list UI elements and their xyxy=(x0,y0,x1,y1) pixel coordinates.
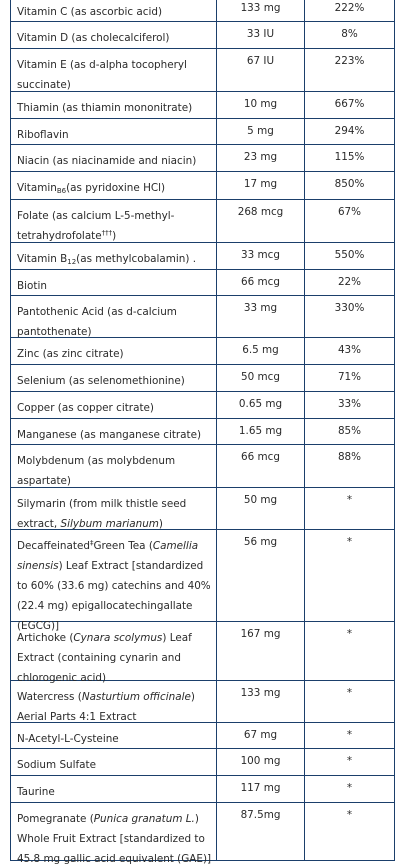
ingredient-name-part: Pomegranate ( xyxy=(17,813,94,825)
amount-per-serving: 50 mg xyxy=(243,494,278,506)
footnote-marker: ††† xyxy=(101,229,113,237)
ingredient-name xyxy=(17,540,211,632)
table-row xyxy=(10,365,395,392)
table-row xyxy=(10,445,395,488)
subscript-b6: B6 xyxy=(56,187,67,195)
amount-per-serving: 100 mg xyxy=(240,755,281,767)
ingredient-cell xyxy=(11,776,217,802)
table-row xyxy=(10,622,395,684)
table-row xyxy=(10,145,395,172)
daily-value: 294% xyxy=(334,125,365,137)
amount-per-serving: 50 mcg xyxy=(241,371,280,383)
subscript-12: 12 xyxy=(67,258,77,266)
amount-cell xyxy=(217,392,305,418)
amount-per-serving: 1.65 mg xyxy=(238,425,283,437)
ingredient-cell xyxy=(11,200,217,242)
daily-value: 85% xyxy=(337,425,362,437)
amount-cell xyxy=(217,270,305,295)
daily-value: 71% xyxy=(337,371,362,383)
amount-per-serving: 33 IU xyxy=(246,28,275,40)
ingredient-name: Thiamin (as thiamin mononitrate) xyxy=(17,102,193,114)
amount-cell xyxy=(217,530,305,621)
daily-value: * xyxy=(346,494,353,506)
amount-per-serving: 67 mg xyxy=(243,729,278,741)
ingredient-name-part: ) Leaf Extract [standardized to 60% (33.6 mg) catechins and 40% (22.4 mg) epigallocatechingallate (EGCG)] xyxy=(17,560,211,632)
ingredient-name: Riboflavin xyxy=(17,129,69,141)
ingredient-name: Niacin (as niacinamide and niacin) xyxy=(17,155,197,167)
daily-value: 850% xyxy=(334,178,365,190)
ingredient-cell xyxy=(11,392,217,418)
amount-per-serving: 66 mcg xyxy=(241,451,280,463)
table-row xyxy=(10,200,395,243)
botanical-name: Punica granatum L. xyxy=(93,813,195,825)
botanical-name: Silybum marianum xyxy=(60,518,159,530)
botanical-name: Nasturtium officinale xyxy=(81,691,191,703)
amount-per-serving: 167 mg xyxy=(240,628,281,640)
ingredient-cell xyxy=(11,145,217,171)
ingredient-cell xyxy=(11,22,217,48)
daily-value: 67% xyxy=(337,206,362,218)
daily-value: 33% xyxy=(337,398,362,410)
amount-per-serving: 117 mg xyxy=(240,782,281,794)
daily-value-cell xyxy=(305,488,394,529)
amount-per-serving: 6.5 mg xyxy=(242,344,279,356)
ingredient-name: Pantothenic Acid (as d-calcium pantothenate) xyxy=(17,306,177,338)
botanical-name: Cynara scolymus xyxy=(73,632,163,644)
table-row xyxy=(10,681,395,723)
table-row xyxy=(10,419,395,445)
amount-per-serving: 56 mg xyxy=(243,536,278,548)
daily-value: * xyxy=(346,628,353,640)
ingredient-cell xyxy=(11,723,217,748)
daily-value-cell xyxy=(305,445,394,487)
botanical-name: Camellia sinensis xyxy=(17,540,199,572)
daily-value: * xyxy=(346,729,353,741)
daily-value-cell xyxy=(305,145,394,171)
daily-value: 43% xyxy=(337,344,362,356)
ingredient-name-part: ) Whole Fruit Extract [standardized to 45.8 mg gallic acid equivalent (GAE)] xyxy=(17,813,212,865)
daily-value-cell xyxy=(305,365,394,391)
ingredient-name xyxy=(17,498,186,530)
ingredient-name xyxy=(17,813,211,865)
amount-per-serving: 10 mg xyxy=(243,98,278,110)
ingredient-name: Vitamin C (as ascorbic acid) xyxy=(17,6,163,18)
daily-value-cell xyxy=(305,749,394,775)
table-row xyxy=(10,488,395,530)
daily-value-cell xyxy=(305,49,394,91)
daily-value: 115% xyxy=(334,151,365,163)
daily-value-cell xyxy=(305,776,394,802)
ingredient-cell xyxy=(11,119,217,144)
daily-value-cell xyxy=(305,530,394,621)
amount-per-serving: 133 mg xyxy=(240,2,281,14)
amount-cell xyxy=(217,243,305,269)
table-row xyxy=(10,392,395,419)
table-row xyxy=(10,119,395,145)
amount-per-serving: 66 mcg xyxy=(241,276,280,288)
ingredient-name-part: Vitamin xyxy=(17,182,57,194)
ingredient-cell xyxy=(11,270,217,295)
ingredient-cell xyxy=(11,681,217,722)
ingredient-cell xyxy=(11,338,217,364)
ingredient-name-part: ) Aerial Parts 4:1 Extract xyxy=(17,691,195,723)
daily-value-cell xyxy=(305,338,394,364)
amount-cell xyxy=(217,22,305,48)
ingredient-name: N-Acetyl-L-Cysteine xyxy=(17,733,119,745)
amount-cell xyxy=(217,776,305,802)
table-row xyxy=(10,172,395,200)
daily-value-cell xyxy=(305,0,394,21)
table-row xyxy=(10,776,395,803)
daily-value-cell xyxy=(305,622,394,680)
ingredient-cell xyxy=(11,749,217,775)
ingredient-name-part: Vitamin B xyxy=(17,253,68,265)
ingredient-name xyxy=(17,632,192,684)
ingredient-cell xyxy=(11,445,217,487)
amount-cell xyxy=(217,92,305,118)
ingredient-name-part: Folate (as calcium L-5-methyl-tetrahydrofolate xyxy=(17,210,175,242)
amount-cell xyxy=(217,119,305,144)
daily-value: * xyxy=(346,687,353,699)
footnote-marker: ‡ xyxy=(89,539,94,547)
daily-value-cell xyxy=(305,119,394,144)
amount-cell xyxy=(217,681,305,722)
ingredient-name: Molybdenum (as molybdenum aspartate) xyxy=(17,455,176,487)
amount-cell xyxy=(217,622,305,680)
daily-value-cell xyxy=(305,243,394,269)
table-row xyxy=(10,338,395,365)
amount-cell xyxy=(217,419,305,444)
amount-cell xyxy=(217,365,305,391)
daily-value: * xyxy=(346,809,353,821)
table-row xyxy=(10,270,395,296)
ingredient-cell xyxy=(11,92,217,118)
ingredient-name: Vitamin D (as cholecalciferol) xyxy=(17,32,170,44)
amount-per-serving: 67 IU xyxy=(246,55,275,67)
table-row xyxy=(10,803,395,865)
ingredient-cell xyxy=(11,622,217,684)
amount-cell xyxy=(217,445,305,487)
ingredient-cell xyxy=(11,488,217,529)
ingredient-name: Biotin xyxy=(17,280,47,292)
amount-per-serving: 133 mg xyxy=(240,687,281,699)
ingredient-name-part: Green Tea ( xyxy=(93,540,153,552)
amount-cell xyxy=(217,488,305,529)
ingredient-name: Manganese (as manganese citrate) xyxy=(17,429,202,441)
amount-cell xyxy=(217,803,305,860)
amount-cell xyxy=(217,200,305,242)
amount-per-serving: 0.65 mg xyxy=(238,398,283,410)
ingredient-name: Copper (as copper citrate) xyxy=(17,402,154,414)
daily-value: 550% xyxy=(334,249,365,261)
ingredient-name-part: Artichoke ( xyxy=(17,632,74,644)
daily-value-cell xyxy=(305,172,394,199)
daily-value-cell xyxy=(305,681,394,722)
amount-per-serving: 33 mcg xyxy=(241,249,280,261)
ingredient-cell xyxy=(11,803,217,865)
amount-per-serving: 33 mg xyxy=(243,302,278,314)
ingredient-name-part: Silymarin (from milk thistle seed extract, xyxy=(17,498,187,530)
ingredient-name-part: ) Leaf Extract (containing cynarin and chlorogenic acid) xyxy=(17,632,192,684)
daily-value-cell xyxy=(305,200,394,242)
ingredient-cell xyxy=(11,49,217,91)
ingredient-name-part: ) xyxy=(158,518,163,530)
ingredient-name: Vitamin E (as d-alpha tocopheryl succinate) xyxy=(17,59,187,91)
daily-value: 8% xyxy=(341,28,358,40)
daily-value: * xyxy=(346,536,353,548)
ingredient-name: Sodium Sulfate xyxy=(17,759,97,771)
amount-cell xyxy=(217,749,305,775)
amount-cell xyxy=(217,49,305,91)
daily-value: * xyxy=(346,755,353,767)
ingredient-cell xyxy=(11,365,217,391)
table-row xyxy=(10,49,395,92)
ingredient-cell xyxy=(11,172,217,199)
daily-value-cell xyxy=(305,92,394,118)
ingredient-name: Zinc (as zinc citrate) xyxy=(17,348,124,360)
amount-cell xyxy=(217,145,305,171)
amount-cell xyxy=(217,723,305,748)
ingredient-name-part: Decaffeinated xyxy=(17,540,90,552)
daily-value: 330% xyxy=(334,302,365,314)
table-row xyxy=(10,92,395,119)
ingredient-cell xyxy=(11,0,217,21)
daily-value: 223% xyxy=(334,55,365,67)
table-row xyxy=(10,723,395,749)
table-row xyxy=(10,530,395,632)
ingredient-cell xyxy=(11,296,217,337)
table-row xyxy=(10,749,395,776)
ingredient-name xyxy=(17,691,195,723)
amount-cell xyxy=(217,338,305,364)
daily-value-cell xyxy=(305,392,394,418)
daily-value-cell xyxy=(305,723,394,748)
daily-value-cell xyxy=(305,419,394,444)
daily-value: 667% xyxy=(334,98,365,110)
ingredient-name xyxy=(17,210,174,242)
ingredient-name-part: (as pyridoxine HCl) xyxy=(66,182,166,194)
ingredient-cell xyxy=(11,243,217,269)
ingredient-name-part: Watercress ( xyxy=(17,691,82,703)
ingredient-cell xyxy=(11,419,217,444)
amount-per-serving: 23 mg xyxy=(243,151,278,163)
amount-cell xyxy=(217,296,305,337)
ingredient-name xyxy=(17,182,165,194)
daily-value: 22% xyxy=(337,276,362,288)
ingredient-name xyxy=(17,253,196,265)
daily-value: 222% xyxy=(334,2,365,14)
table-row xyxy=(10,243,395,270)
ingredient-name-part: ) xyxy=(112,230,117,242)
ingredient-name: Selenium (as selenomethionine) xyxy=(17,375,185,387)
ingredient-name: Taurine xyxy=(17,786,55,798)
daily-value-cell xyxy=(305,270,394,295)
ingredient-cell xyxy=(11,530,217,632)
daily-value: 88% xyxy=(337,451,362,463)
amount-per-serving: 17 mg xyxy=(243,178,278,190)
table-row xyxy=(10,22,395,49)
daily-value-cell xyxy=(305,296,394,337)
amount-per-serving: 5 mg xyxy=(247,125,274,137)
table-row xyxy=(10,296,395,338)
amount-per-serving: 87.5mg xyxy=(240,809,281,821)
amount-per-serving: 268 mcg xyxy=(237,206,284,218)
table-row xyxy=(10,0,395,22)
amount-cell xyxy=(217,0,305,21)
daily-value-cell xyxy=(305,803,394,860)
ingredient-name-part: (as methylcobalamin) . xyxy=(76,253,197,265)
daily-value-cell xyxy=(305,22,394,48)
amount-cell xyxy=(217,172,305,199)
daily-value: * xyxy=(346,782,353,794)
